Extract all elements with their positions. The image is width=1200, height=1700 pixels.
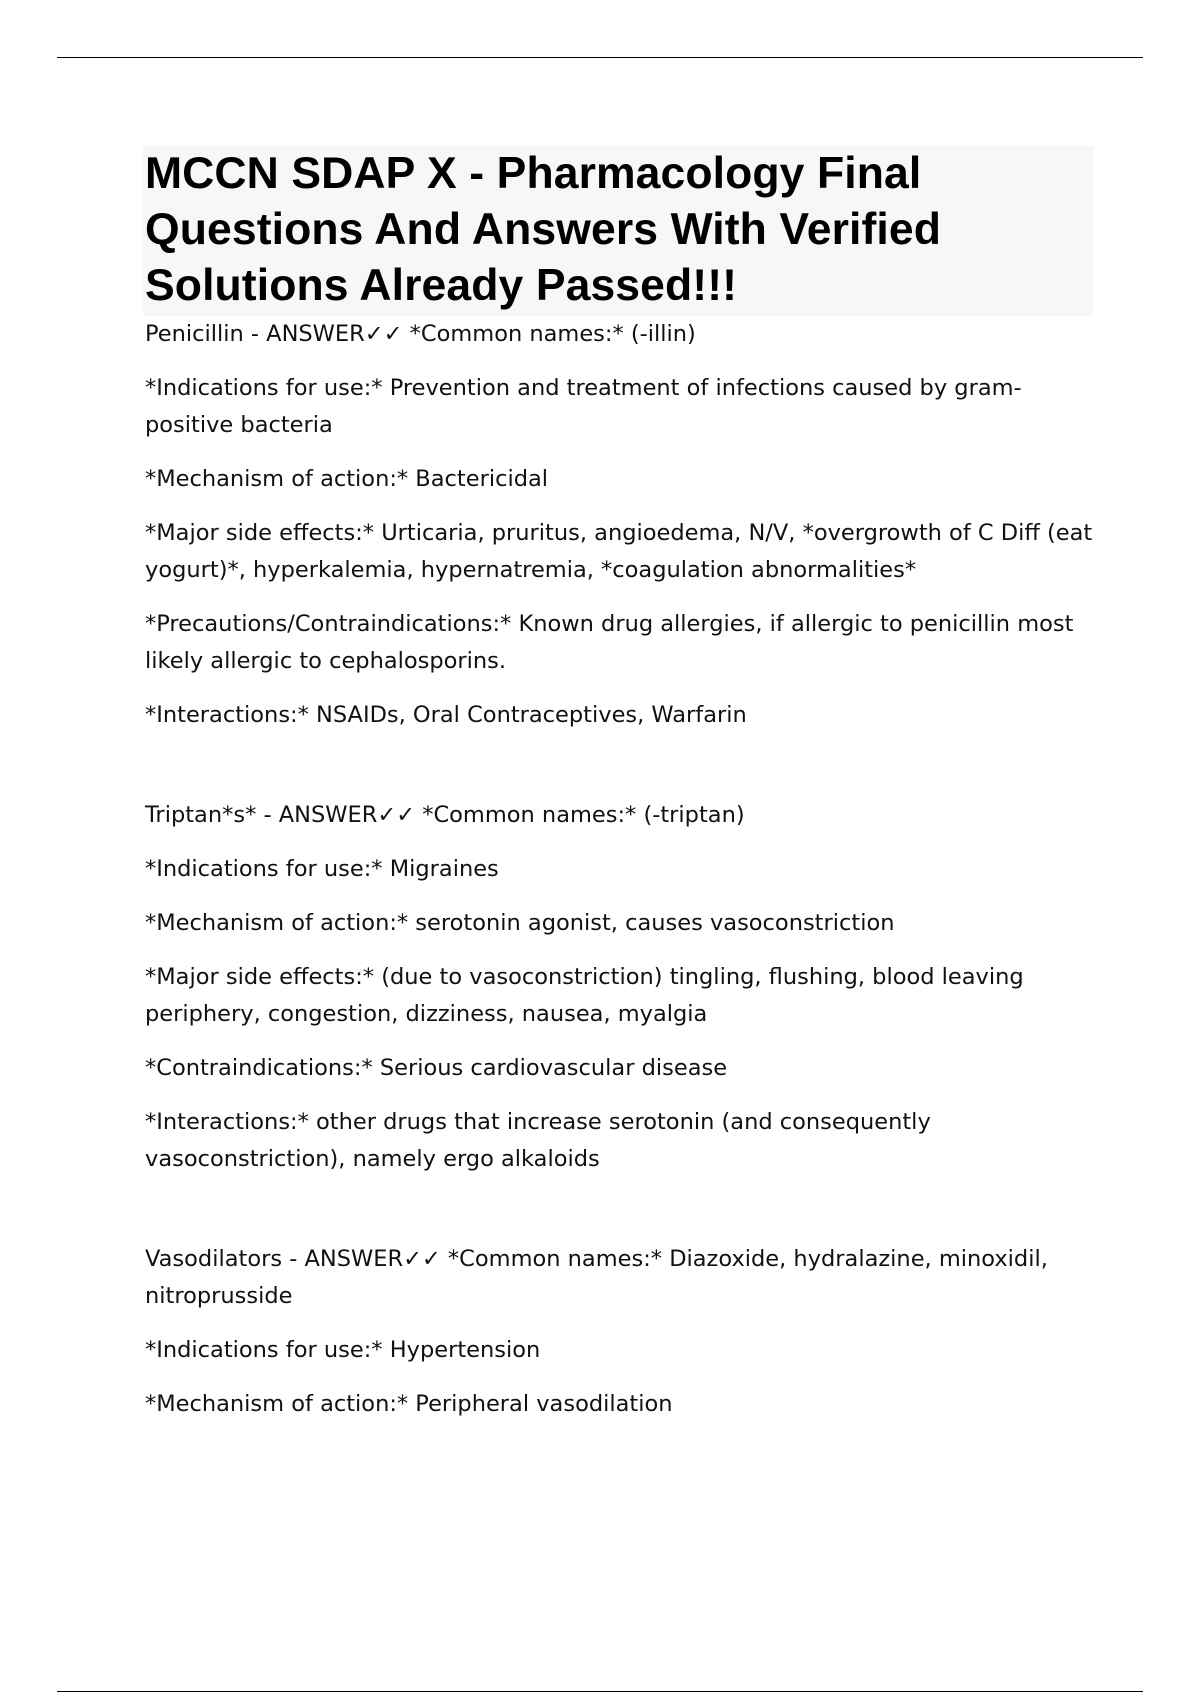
entry-line-indications: *Indications for use:* Hypertension bbox=[145, 1337, 541, 1363]
entry-vasodilators bbox=[145, 1241, 1093, 1423]
entry-heading: Penicillin - ANSWER✓✓ *Common names:* (-illin) bbox=[145, 321, 696, 347]
bottom-rule bbox=[57, 1691, 1143, 1692]
title-block bbox=[143, 146, 1093, 316]
entry-line-mechanism: *Mechanism of action:* Bactericidal bbox=[145, 466, 549, 492]
entry-line-side-effects: *Major side effects:* Urticaria, pruritus, angioedema, N/V, *overgrowth of C Diff (eat yogurt)*, hyperkalemia, hypernatremia, *coagulation abnormalities* bbox=[145, 520, 1093, 583]
entry-line-indications: *Indications for use:* Prevention and treatment of infections caused by gram-positive bacteria bbox=[145, 375, 1022, 438]
entry-line-side-effects: *Major side effects:* (due to vasoconstriction) tingling, flushing, blood leaving periphery, congestion, dizziness, nausea, myalgia bbox=[145, 964, 1024, 1027]
entry-line-mechanism: *Mechanism of action:* Peripheral vasodilation bbox=[145, 1391, 673, 1417]
entry-line-contraindications: *Precautions/Contraindications:* Known drug allergies, if allergic to penicillin most likely allergic to cephalosporins. bbox=[145, 611, 1074, 674]
entry-heading: Vasodilators - ANSWER✓✓ *Common names:* Diazoxide, hydralazine, minoxidil, nitroprusside bbox=[145, 1246, 1048, 1309]
entry-triptans bbox=[145, 797, 1093, 1178]
entry-penicillin bbox=[145, 316, 1093, 734]
page-content bbox=[145, 146, 1093, 1440]
entry-heading: Triptan*s* - ANSWER✓✓ *Common names:* (-triptan) bbox=[145, 802, 745, 828]
entry-line-indications: *Indications for use:* Migraines bbox=[145, 856, 499, 882]
entry-line-contraindications: *Contraindications:* Serious cardiovascular disease bbox=[145, 1055, 728, 1081]
entry-line-mechanism: *Mechanism of action:* serotonin agonist, causes vasoconstriction bbox=[145, 910, 895, 936]
document-title: MCCN SDAP X - Pharmacology Final Questions And Answers With Verified Solutions Already Passed!!! bbox=[145, 149, 941, 310]
entry-line-interactions: *Interactions:* other drugs that increase serotonin (and consequently vasoconstriction), namely ergo alkaloids bbox=[145, 1109, 931, 1172]
top-rule bbox=[57, 57, 1143, 58]
entry-line-interactions: *Interactions:* NSAIDs, Oral Contraceptives, Warfarin bbox=[145, 702, 747, 728]
